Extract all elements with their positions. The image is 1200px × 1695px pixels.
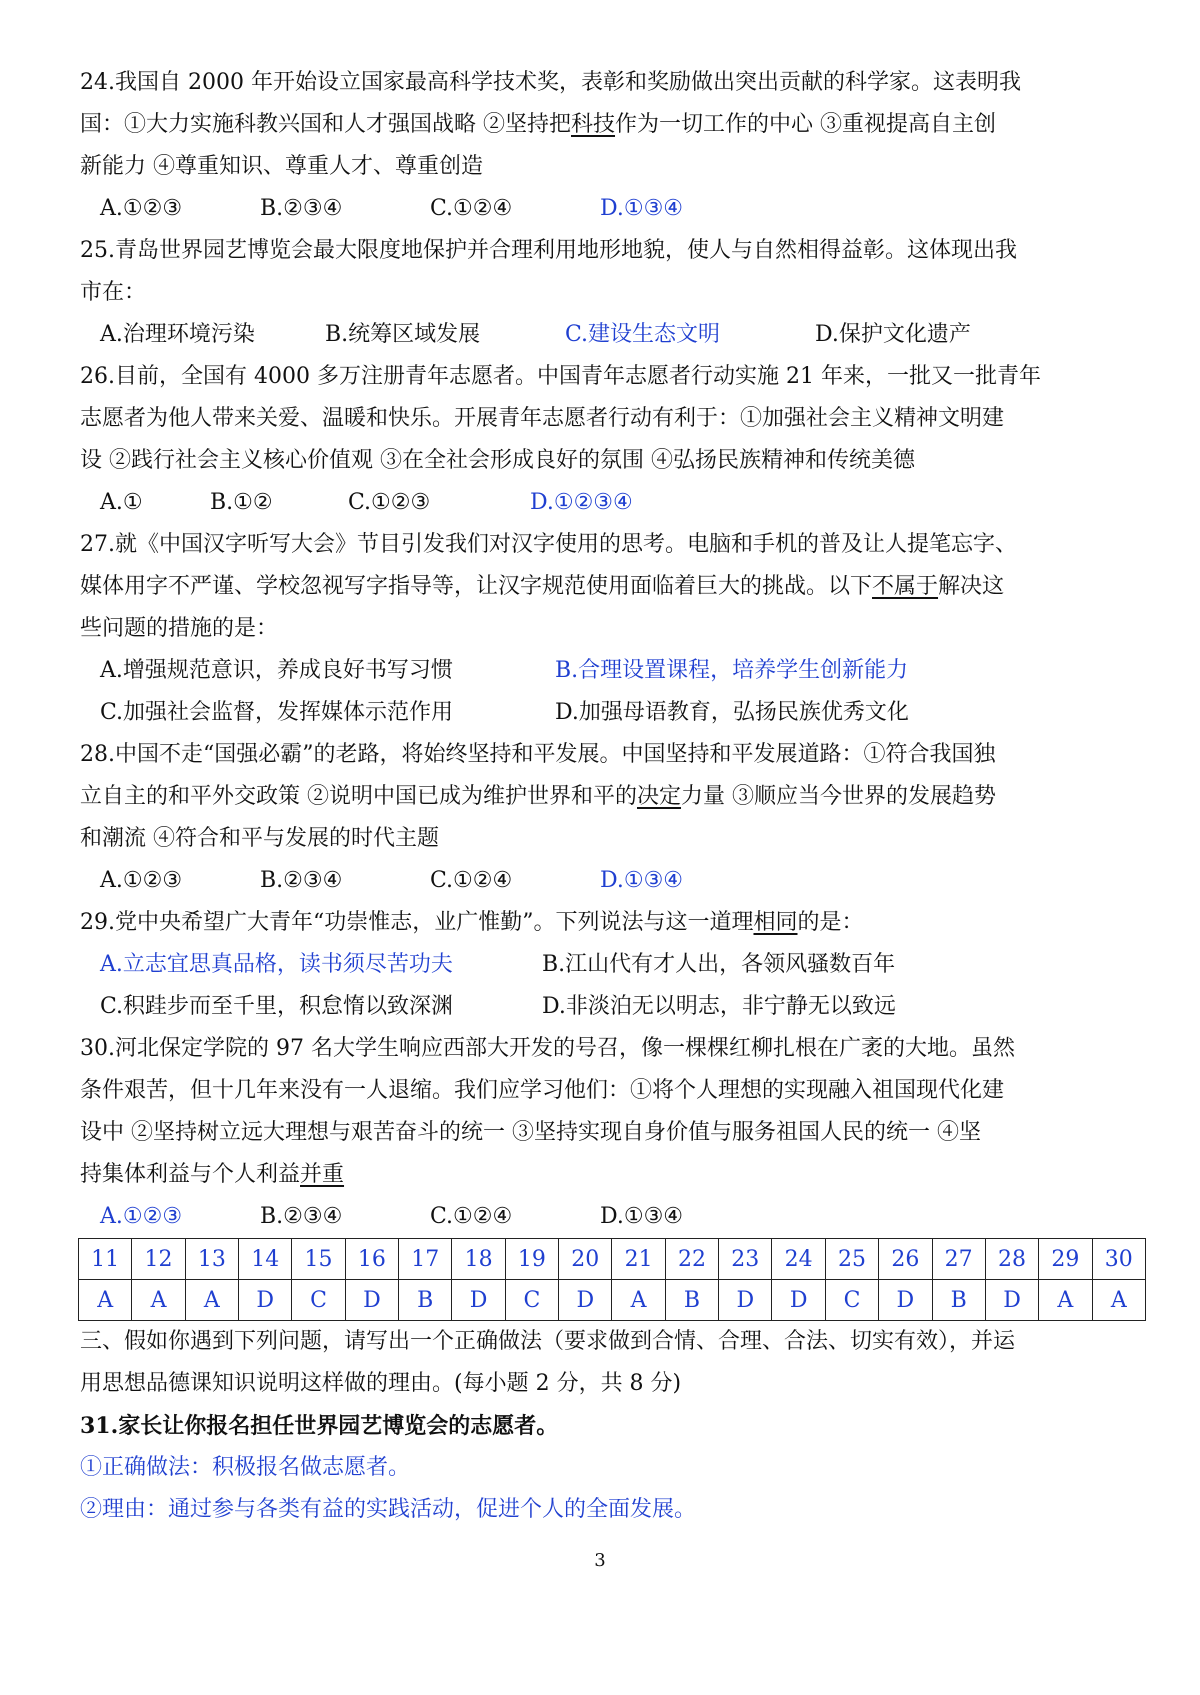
q31-answer-1: ①正确做法：积极报名做志愿者。 [80,1455,411,1480]
answer-number-cell: 29 [1039,1239,1092,1280]
q24-option-d: D.①③④ [600,196,684,221]
q29-line1 [80,902,1140,944]
q24-options [80,188,1140,230]
q25-option-a: A.治理环境污染 [100,322,255,347]
q24-line1: 24.我国自 2000 年开始设立国家最高科学技术奖，表彰和奖励做出突出贡献的科学家。这表明我 [80,70,1021,95]
answer-number-cell: 26 [879,1239,932,1280]
answer-letter-cell: D [559,1280,612,1321]
answer-letter-cell: B [399,1280,452,1321]
q24-line2-text: 国：①大力实施科教兴国和人才强国战略 ②坚持把 [80,112,571,137]
q26-option-a: A.① [100,490,143,515]
q27-line2-rest: 解决这 [938,574,1005,599]
answer-letter-cell: C [825,1280,878,1321]
answer-table-numbers-row [79,1239,1146,1280]
q30-underlined: 并重 [300,1162,345,1187]
q25-line1: 25.青岛世界园艺博览会最大限度地保护并合理利用地形地貌，使人与自然相得益彰。这体现出我 [80,238,1017,263]
q30-option-a: A.①②③ [100,1204,183,1229]
q30-options [80,1196,1140,1238]
answer-number-cell: 28 [985,1239,1038,1280]
q27-line2 [80,566,1140,608]
q25-option-c: C.建设生态文明 [565,322,721,347]
q30-line4-text: 持集体利益与个人利益 [80,1162,301,1187]
q30-option-c: C.①②④ [430,1204,513,1229]
q26-options [80,482,1140,524]
answer-letter-cell: A [132,1280,185,1321]
q29-underlined: 相同 [753,910,798,935]
q25-options [80,314,1140,356]
q29-option-c: C.积跬步而至千里，积怠惰以致深渊 [100,994,454,1019]
answer-table-answers-row [79,1280,1146,1321]
answer-number-cell: 14 [239,1239,292,1280]
answer-number-cell: 15 [292,1239,345,1280]
q29-options-row2 [80,986,1140,1028]
section3-line1: 三、假如你遇到下列问题，请写出一个正确做法（要求做到合情、合理、合法、切实有效），并运 [80,1329,1016,1354]
answer-number-cell: 22 [665,1239,718,1280]
answer-letter-cell: D [345,1280,398,1321]
answer-number-cell: 13 [185,1239,238,1280]
exam-page [80,62,1140,1531]
q27-underlined: 不属于 [872,574,939,599]
q24-line2-rest: 作为一切工作的中心 ③重视提高自主创 [615,112,997,137]
q27-options-row1 [80,650,1140,692]
answer-letter-cell: C [292,1280,345,1321]
q28-option-c: C.①②④ [430,868,513,893]
answer-number-cell: 11 [79,1239,132,1280]
q28-option-d: D.①③④ [600,868,684,893]
q29-option-d: D.非淡泊无以明志，非宁静无以致远 [542,994,896,1019]
answer-number-cell: 20 [559,1239,612,1280]
answer-table [78,1238,1146,1321]
q28-option-b: B.②③④ [260,868,343,893]
answer-letter-cell: B [665,1280,718,1321]
section3-line2: 用思想品德课知识说明这样做的理由。(每小题 2 分，共 8 分) [80,1371,682,1396]
answer-letter-cell: C [505,1280,558,1321]
q24-option-b: B.②③④ [260,196,343,221]
q27-option-b: B.合理设置课程，培养学生创新能力 [555,658,909,683]
q29-line1-rest: 的是： [797,910,864,935]
answer-letter-cell: D [452,1280,505,1321]
answer-number-cell: 24 [772,1239,825,1280]
answer-number-cell: 21 [612,1239,665,1280]
q28-line3: 和潮流 ④符合和平与发展的时代主题 [80,826,439,851]
q27-option-a: A.增强规范意识，养成良好书写习惯 [100,658,453,683]
q26-option-c: C.①②③ [348,490,431,515]
q31-answer-2: ②理由：通过参与各类有益的实践活动，促进个人的全面发展。 [80,1497,697,1522]
q30-line3: 设中 ②坚持树立远大理想与艰苦奋斗的统一 ③坚持实现自身价值与服务祖国人民的统一 ④坚 [80,1120,981,1145]
q28-option-a: A.①②③ [100,868,183,893]
q29-line1-text: 29.党中央希望广大青年“功崇惟志，业广惟勤”。下列说法与这一道理 [80,910,754,935]
answer-number-cell: 17 [399,1239,452,1280]
q25-option-b: B.统筹区域发展 [325,322,481,347]
answer-letter-cell: D [239,1280,292,1321]
answer-letter-cell: A [79,1280,132,1321]
answer-letter-cell: D [719,1280,772,1321]
q29-option-a: A.立志宜思真品格，读书须尽苦功夫 [100,952,453,977]
answer-letter-cell: D [879,1280,932,1321]
q30-option-d: D.①③④ [600,1204,684,1229]
q29-option-b: B.江山代有才人出，各领风骚数百年 [542,952,896,977]
answer-letter-cell: A [612,1280,665,1321]
q26-line1: 26.目前，全国有 4000 多万注册青年志愿者。中国青年志愿者行动实施 21 年来，一批又一批青年 [80,364,1041,389]
answer-letter-cell: D [985,1280,1038,1321]
q30-line4 [80,1154,1140,1196]
answer-number-cell: 16 [345,1239,398,1280]
answer-number-cell: 25 [825,1239,878,1280]
q24-line2 [80,104,1140,146]
q24-line3: 新能力 ④尊重知识、尊重人才、尊重创造 [80,154,483,179]
q26-line3: 设 ②践行社会主义核心价值观 ③在全社会形成良好的氛围 ④弘扬民族精神和传统美德 [80,448,915,473]
q30-line1: 30.河北保定学院的 97 名大学生响应西部大开发的号召，像一棵棵红柳扎根在广袤的大地。虽然 [80,1036,1015,1061]
answer-number-cell: 19 [505,1239,558,1280]
q28-line2 [80,776,1140,818]
answer-letter-cell: D [772,1280,825,1321]
q25-line2: 市在： [80,280,147,305]
q28-options [80,860,1140,902]
q26-option-d: D.①②③④ [530,490,633,515]
q27-option-d: D.加强母语教育，弘扬民族优秀文化 [555,700,909,725]
answer-number-cell: 30 [1092,1239,1145,1280]
q28-underlined: 决定 [637,784,682,809]
q24-underlined: 科技 [571,112,616,137]
q24-option-a: A.①②③ [100,196,183,221]
answer-letter-cell: A [185,1280,238,1321]
answer-letter-cell: B [932,1280,985,1321]
answer-number-cell: 18 [452,1239,505,1280]
q26-option-b: B.①② [210,490,273,515]
q30-line2: 条件艰苦，但十几年来没有一人退缩。我们应学习他们：①将个人理想的实现融入祖国现代化建 [80,1078,1005,1103]
q27-option-c: C.加强社会监督，发挥媒体示范作用 [100,700,454,725]
q27-options-row2 [80,692,1140,734]
q28-line2-text: 立自主的和平外交政策 ②说明中国已成为维护世界和平的 [80,784,637,809]
page-number: 3 [594,1550,606,1571]
q27-line3: 些问题的措施的是： [80,616,279,641]
q27-line1: 27.就《中国汉字听写大会》节目引发我们对汉字使用的思考。电脑和手机的普及让人提笔忘字、 [80,532,1017,557]
answer-letter-cell: A [1039,1280,1092,1321]
q24-option-c: C.①②④ [430,196,513,221]
answer-letter-cell: A [1092,1280,1145,1321]
q26-line2: 志愿者为他人带来关爱、温暖和快乐。开展青年志愿者行动有利于：①加强社会主义精神文明建 [80,406,1005,431]
q27-line2-text: 媒体用字不严谨、学校忽视写字指导等，让汉字规范使用面临着巨大的挑战。以下 [80,574,873,599]
answer-number-cell: 27 [932,1239,985,1280]
q30-option-b: B.②③④ [260,1204,343,1229]
q28-line1: 28.中国不走“国强必霸”的老路，将始终坚持和平发展。中国坚持和平发展道路：①符合我国独 [80,742,996,767]
answer-number-cell: 23 [719,1239,772,1280]
q31-title: 31.家长让你报名担任世界园艺博览会的志愿者。 [80,1413,559,1439]
q25-option-d: D.保护文化遗产 [815,322,971,347]
q28-line2-rest: 力量 ③顺应当今世界的发展趋势 [681,784,997,809]
answer-number-cell: 12 [132,1239,185,1280]
q29-options-row1 [80,944,1140,986]
